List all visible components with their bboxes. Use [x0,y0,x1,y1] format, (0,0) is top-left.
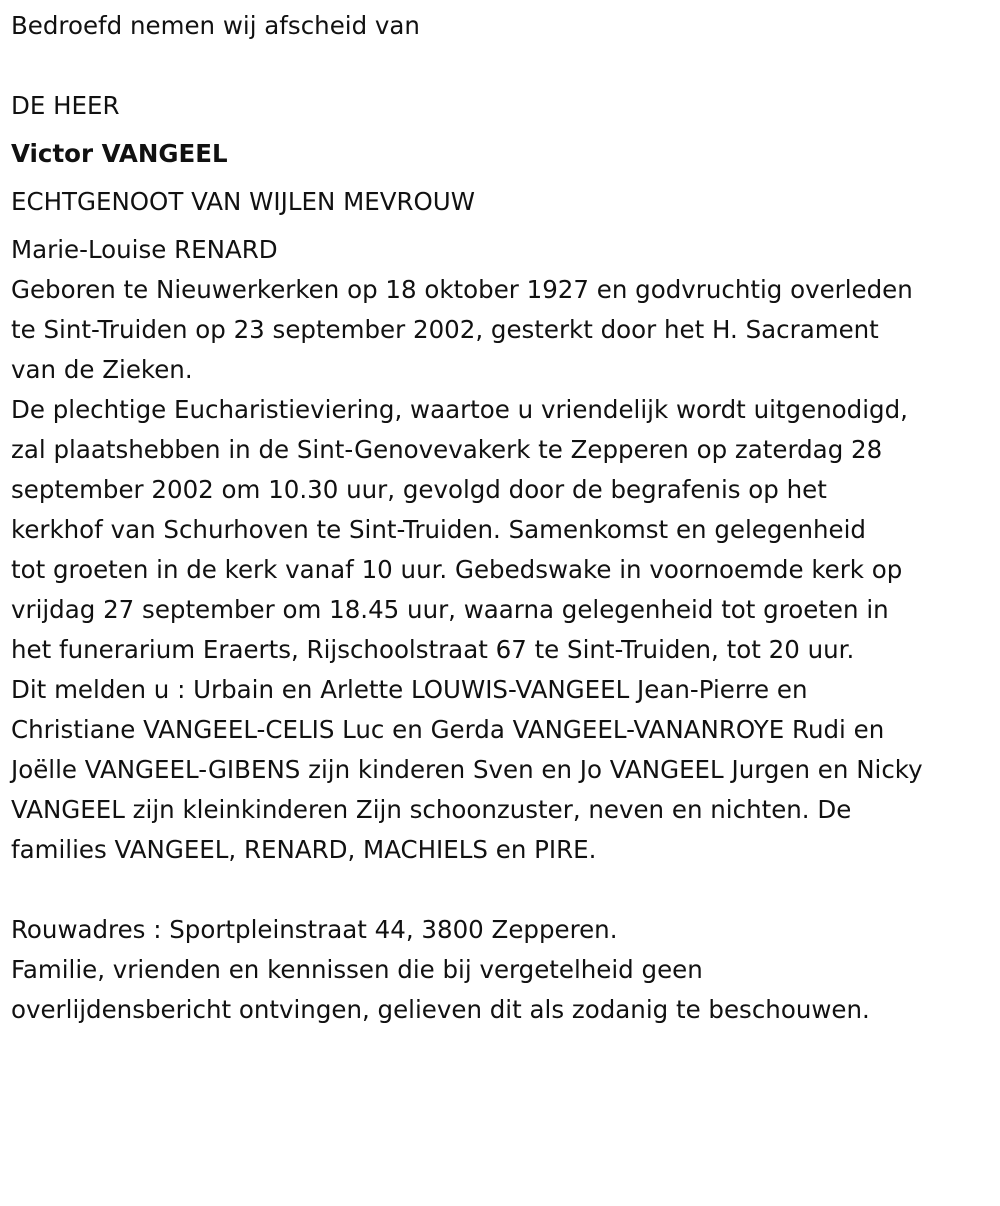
ceremony-paragraph [11,390,991,670]
paragraph-line: overlijdensbericht ontvingen, gelieven dit als zodanig te beschouwen. [11,995,870,1024]
death-notice [11,6,991,1030]
paragraph-line: families VANGEEL, RENARD, MACHIELS en PIRE. [11,835,597,864]
paragraph-line: De plechtige Eucharistieviering, waartoe u vriendelijk wordt uitgenodigd, [11,395,908,424]
birth-death-paragraph [11,270,991,390]
relation-text: ECHTGENOOT VAN WIJLEN MEVROUW [11,187,475,216]
spouse-name: Marie-Louise RENARD [11,235,278,264]
paragraph-line: vrijdag 27 september om 18.45 uur, waarna gelegenheid tot groeten in [11,595,889,624]
title-text: DE HEER [11,91,120,120]
paragraph-line: Familie, vrienden en kennissen die bij vergetelheid geen [11,955,703,984]
paragraph-line: Christiane VANGEEL-CELIS Luc en Gerda VANGEEL-VANANROYE Rudi en [11,715,885,744]
paragraph-line: september 2002 om 10.30 uur, gevolgd door de begrafenis op het [11,475,827,504]
closing-paragraph [11,950,991,1030]
paragraph-line: het funerarium Eraerts, Rijschoolstraat 67 te Sint-Truiden, tot 20 uur. [11,635,855,664]
paragraph-line: VANGEEL zijn kleinkinderen Zijn schoonzuster, neven en nichten. De [11,795,852,824]
address-text: Rouwadres : Sportpleinstraat 44, 3800 Zepperen. [11,915,618,944]
paragraph-line: Joëlle VANGEEL-GIBENS zijn kinderen Sven en Jo VANGEEL Jurgen en Nicky [11,755,923,784]
intro-text: Bedroefd nemen wij afscheid van [11,11,420,40]
paragraph-line: van de Zieken. [11,355,193,384]
paragraph-line: Geboren te Nieuwerkerken op 18 oktober 1927 en godvruchtig overleden [11,275,913,304]
paragraph-line: zal plaatshebben in de Sint-Genovevakerk te Zepperen op zaterdag 28 [11,435,883,464]
family-paragraph [11,670,991,870]
paragraph-line: kerkhof van Schurhoven te Sint-Truiden. Samenkomst en gelegenheid [11,515,866,544]
deceased-name: Victor VANGEEL [11,139,228,168]
paragraph-line: tot groeten in de kerk vanaf 10 uur. Gebedswake in voornoemde kerk op [11,555,903,584]
paragraph-line: Dit melden u : Urbain en Arlette LOUWIS-VANGEEL Jean-Pierre en [11,675,808,704]
paragraph-line: te Sint-Truiden op 23 september 2002, gesterkt door het H. Sacrament [11,315,879,344]
